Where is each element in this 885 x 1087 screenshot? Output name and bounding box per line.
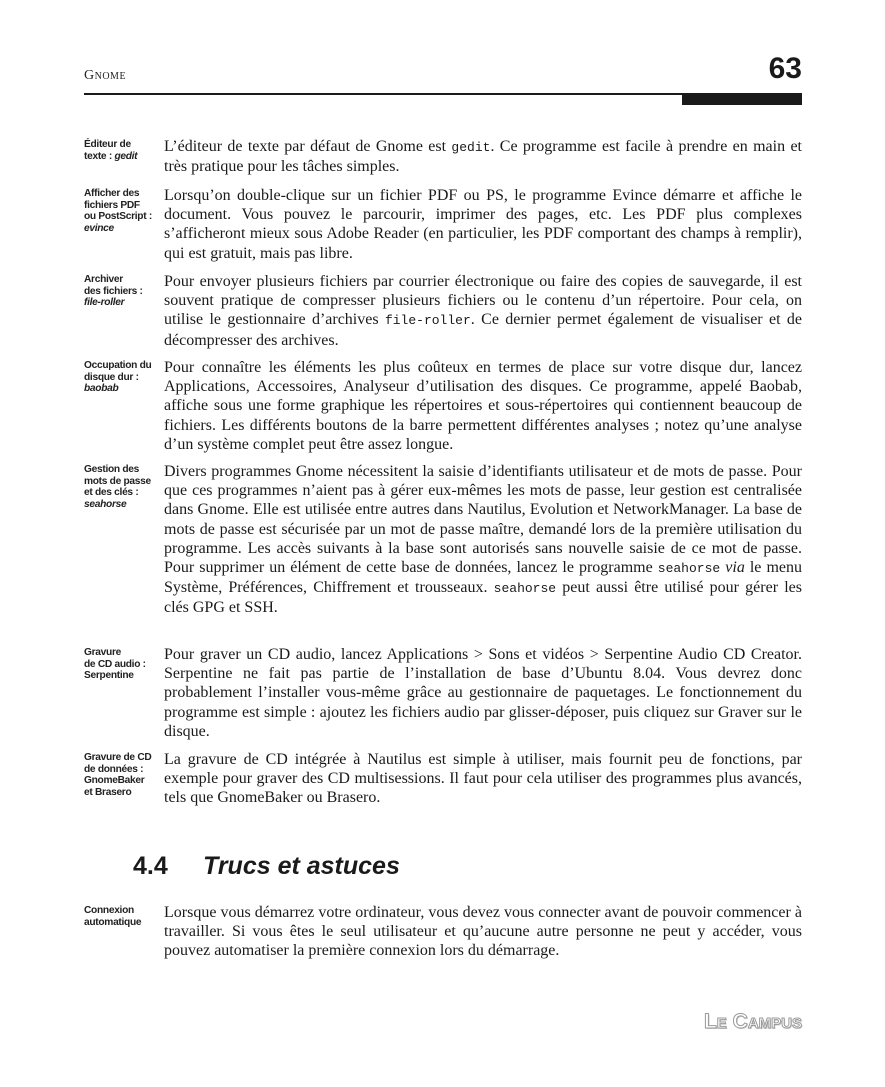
- margin-note-line: [84, 151, 158, 163]
- paragraph: Lorsque vous démarrez votre ordinateur, vous devez vous connecter avant de pouvoir commencer à travailler. Si vous êtes le seul utilisateur et qu’aucune autre personne ne peut y accéder, vous pouvez automatiser la première connexion lors du démarrage.: [164, 904, 802, 960]
- margin-note-line: et Brasero: [84, 786, 132, 798]
- margin-note-line: disque dur :: [84, 371, 139, 383]
- publisher-logo: Le Campus: [703, 1010, 802, 1033]
- margin-note-line: Éditeur de: [84, 139, 131, 150]
- margin-note-program: seahorse: [84, 498, 127, 510]
- text-run: L’éditeur de texte par défaut de Gnome est: [164, 138, 452, 155]
- text-run: . Ce programme est facile à prendre en main et très pratique pour les tâches simples.: [164, 138, 802, 176]
- margin-note-line: Serpentine: [84, 670, 134, 681]
- text-run: le menu Système, Préférences, Chiffrement et trousseaux.: [164, 559, 803, 597]
- code-run: seahorse: [657, 561, 721, 577]
- margin-note-line: de données :: [84, 763, 144, 775]
- section-title: Trucs et astuces: [203, 852, 400, 880]
- paragraph: [164, 358, 802, 454]
- code-run: gedit: [451, 140, 491, 155]
- section-heading: [133, 852, 400, 881]
- margin-note-line: des fichiers :: [84, 285, 143, 297]
- margin-note-line: Afficher des: [84, 188, 140, 199]
- italic-run: via: [725, 559, 745, 577]
- margin-note-line: ou PostScript :: [84, 211, 152, 222]
- page-number: 63: [768, 52, 802, 85]
- paragraph: [164, 462, 802, 618]
- margin-note-program: evince: [84, 222, 114, 234]
- margin-note-line: Gravure: [84, 647, 121, 658]
- paragraph: [164, 186, 802, 263]
- margin-note-program: gedit: [114, 150, 138, 162]
- margin-note-line: fichiers PDF: [84, 199, 140, 211]
- margin-note: [84, 647, 158, 682]
- margin-note-line: Occupation du: [84, 360, 152, 371]
- paragraph: [164, 750, 802, 808]
- paragraph: [164, 272, 802, 350]
- text-run: Lorsqu’on double-clique sur un fichier PDF ou PS, le programme Evince démarre et affiche le document. Vous pouvez le parcourir, imprimer des pages, etc. Les PDF plus complexes s’afficheront mieux sous Adobe Reader (en particulier, les PDF comportant des champs à remplir), qui est gratuit, mais pas libre.: [164, 187, 802, 262]
- margin-note: [84, 464, 158, 510]
- margin-note-line: Gravure de CD: [84, 752, 152, 763]
- margin-note: [84, 905, 158, 928]
- margin-note: [84, 188, 158, 234]
- paragraph: [164, 645, 802, 741]
- paragraph: [164, 137, 802, 176]
- text-run: . Ce dernier permet également de visualiser et de décompresser des archives.: [164, 311, 803, 349]
- text-run: Pour graver un CD audio, lancez Applications > Sons et vidéos > Serpentine Audio CD Creator. Serpentine ne fait pas partie de l’installation de base d’Ubuntu 8.04. Vous devrez donc probablement l’installer vous-même grâce au gestionnaire de paquetages. Le fonctionnement du programme est simple : ajoutez les fichiers audio par glisser-déposer, puis cliquez sur Graver sur le disque.: [164, 646, 802, 740]
- margin-note: [84, 274, 158, 309]
- code-run: file-roller: [384, 313, 471, 329]
- margin-note: [84, 139, 158, 162]
- running-header-title: Gnome: [84, 68, 127, 83]
- margin-note-program: file-roller: [84, 297, 125, 308]
- margin-note-program: baobab: [84, 383, 119, 394]
- margin-note: [84, 752, 158, 798]
- margin-note-line: automatique: [84, 916, 142, 928]
- margin-note-line: mots de passe: [84, 475, 151, 487]
- text-run: Pour connaître les éléments les plus coûteux en termes de place sur votre disque dur, lancez Applications, Accessoires, Analyseur d’utilisation des disques. Ce programme, appelé Baobab, affiche sous une forme graphique les répertoires et sous-répertoires qui contiennent beaucoup de fichiers. Les différents boutons de la barre permettent différentes analyses ; notez qu’une analyse d’un système complet peut être assez longue.: [164, 359, 802, 453]
- margin-note-line: Connexion: [84, 905, 134, 916]
- text-run: La gravure de CD intégrée à Nautilus est simple à utiliser, mais fournit peu de fonctions, par exemple pour graver des CD multisessions. Il faut pour cela utiliser des programmes plus avancés, tels que GnomeBaker ou Brasero.: [164, 751, 802, 807]
- margin-note-text: texte :: [84, 150, 115, 162]
- section-number: 4.4: [133, 852, 168, 880]
- margin-note: [84, 360, 158, 395]
- margin-note-line: Archiver: [84, 274, 123, 285]
- margin-note-line: Gestion des: [84, 464, 140, 475]
- header-tab-block: [682, 95, 802, 105]
- margin-note-line: et des clés :: [84, 487, 139, 498]
- text-run: Divers programmes Gnome nécessitent la saisie d’identifiants utilisateur et de mots de passe. Pour que ces programmes n’aient pas à gérer eux-mêmes les mots de passe, leur gestion est centralisée dans Gnome. Elle est utilisée entre autres dans Nautilus, Evolution et NetworkManager. La base de mots de passe est sécurisée par un mot de passe maître, demandé lors de la première utilisation du programme. Les accès suivants à la base sont autorisés sans nouvelle saisie de ce mot de passe. Pour supprimer un élément de cette base de données, lancez le programme: [164, 463, 802, 577]
- text-run: peut aussi être utilisé pour gérer les clés GPG et SSH.: [164, 579, 803, 617]
- margin-note-line: de CD audio :: [84, 658, 146, 670]
- code-run: seahorse: [493, 581, 557, 597]
- text-run: Pour envoyer plusieurs fichiers par courrier électronique ou faire des copies de sauvegarde, il est souvent pratique de compresser plusieurs fichiers ou le contenu d’un répertoire. Pour cela, on utilise le gestionnaire d’archives: [164, 273, 802, 329]
- margin-note-line: GnomeBaker: [84, 775, 145, 786]
